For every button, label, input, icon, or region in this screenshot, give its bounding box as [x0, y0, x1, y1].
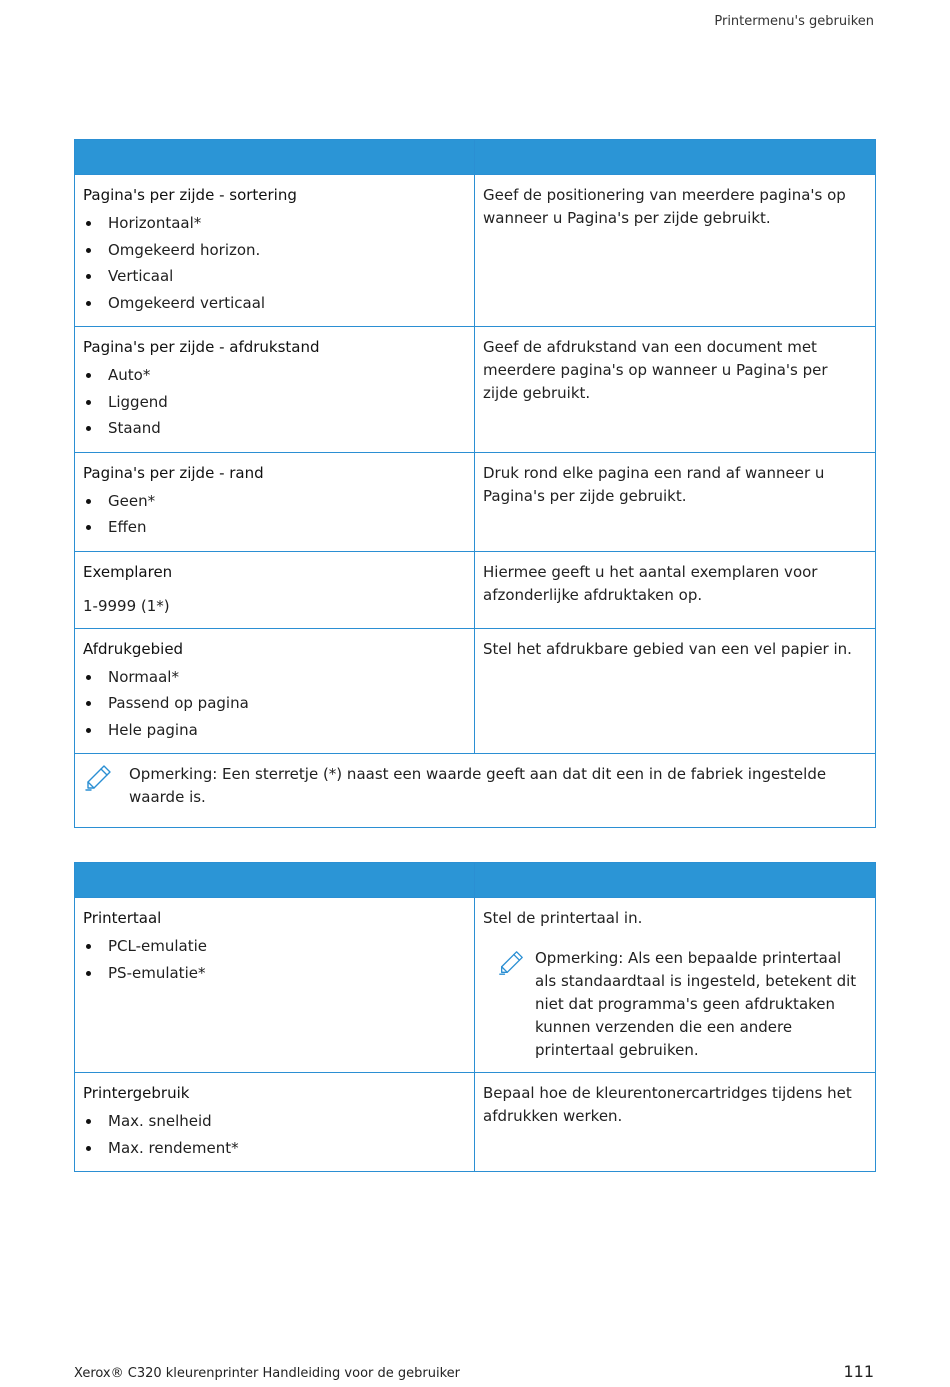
list-item: Hele pagina [83, 717, 466, 744]
list-item: Verticaal [83, 263, 466, 290]
table-row [75, 327, 876, 453]
list-item: Omgekeerd verticaal [83, 290, 466, 317]
table-row [75, 452, 876, 551]
note-text: Opmerking: Een sterretje (*) naast een waarde geeft aan dat dit een in de fabriek ingestelde waarde is. [129, 765, 827, 806]
footer-product-title: Xerox® C320 kleurenprinter Handleiding voor de gebruiker [74, 1366, 460, 1381]
list-item: Horizontaal* [83, 210, 466, 237]
list-item: PS-emulatie* [83, 960, 466, 987]
option-list [83, 664, 466, 744]
table-row [75, 898, 876, 1073]
description-cell: Stel het afdrukbare gebied van een vel papier in. [475, 628, 876, 754]
note [483, 947, 867, 1062]
option-list [83, 210, 466, 316]
pencil-icon [497, 949, 525, 977]
table-row [75, 1073, 876, 1172]
menu-item-title: Pagina's per zijde - sortering [83, 186, 297, 204]
option-list [83, 933, 466, 986]
menu-item-title: Printergebruik [83, 1084, 190, 1102]
option-list [83, 1108, 466, 1161]
list-item: Normaal* [83, 664, 466, 691]
page-number: 111 [843, 1362, 874, 1381]
description-cell: Geef de afdrukstand van een document met meerdere pagina's op wanneer u Pagina's per zijde gebruikt. [475, 327, 876, 453]
list-item: Effen [83, 514, 466, 541]
table-row [75, 628, 876, 754]
note-text: Opmerking: Als een bepaalde printertaal als standaardtaal is ingesteld, betekent dit niet dat programma's geen afdruktaken kunnen verzenden die een andere printertaal gebruiken. [535, 949, 857, 1059]
menu-item-cell [75, 898, 475, 1073]
table-header-row [75, 140, 876, 175]
list-item: Max. rendement* [83, 1135, 466, 1162]
menu-item-cell [75, 1073, 475, 1172]
pencil-icon [83, 763, 113, 793]
list-item: Omgekeerd horizon. [83, 237, 466, 264]
description-cell [475, 898, 876, 1073]
list-item: Staand [83, 415, 466, 442]
list-item: Liggend [83, 389, 466, 416]
table-header-row [75, 863, 876, 898]
menu-item-cell [75, 327, 475, 453]
table-header-cell [475, 140, 876, 175]
menu-item-title: Pagina's per zijde - afdrukstand [83, 338, 320, 356]
table-header-cell [475, 863, 876, 898]
menu-item-title: Printertaal [83, 909, 162, 927]
running-header: Printermenu's gebruiken [714, 14, 874, 29]
menu-item-title: Exemplaren [83, 562, 173, 581]
list-item: Passend op pagina [83, 690, 466, 717]
menu-item-cell [75, 628, 475, 754]
menu-item-cell [75, 452, 475, 551]
list-item: PCL-emulatie [83, 933, 466, 960]
note-row [75, 754, 876, 828]
option-list [83, 488, 466, 541]
menu-item-cell [75, 551, 475, 628]
menu-item-title: Afdrukgebied [83, 639, 184, 658]
list-item: Geen* [83, 488, 466, 515]
menu-item-title: Pagina's per zijde - rand [83, 463, 264, 482]
table-header-cell [75, 140, 475, 175]
table-row [75, 551, 876, 628]
description-cell: Geef de positionering van meerdere pagina's op wanneer u Pagina's per zijde gebruikt. [475, 175, 876, 327]
menu-table-2 [74, 862, 876, 1172]
menu-table-1 [74, 139, 876, 828]
list-item: Max. snelheid [83, 1108, 466, 1135]
description-cell: Druk rond elke pagina een rand af wanneer u Pagina's per zijde gebruikt. [475, 452, 876, 551]
note [83, 763, 867, 809]
list-item: Auto* [83, 362, 466, 389]
menu-item-cell [75, 175, 475, 327]
note-cell [75, 754, 876, 828]
table-header-cell [75, 863, 475, 898]
description-text: Stel de printertaal in. [483, 909, 643, 927]
table-row [75, 175, 876, 327]
description-cell: Hiermee geeft u het aantal exemplaren voor afzonderlijke afdruktaken op. [475, 551, 876, 628]
value-range: 1-9999 (1*) [83, 596, 170, 615]
description-cell: Bepaal hoe de kleurentonercartridges tijdens het afdrukken werken. [475, 1073, 876, 1172]
option-list [83, 362, 466, 442]
